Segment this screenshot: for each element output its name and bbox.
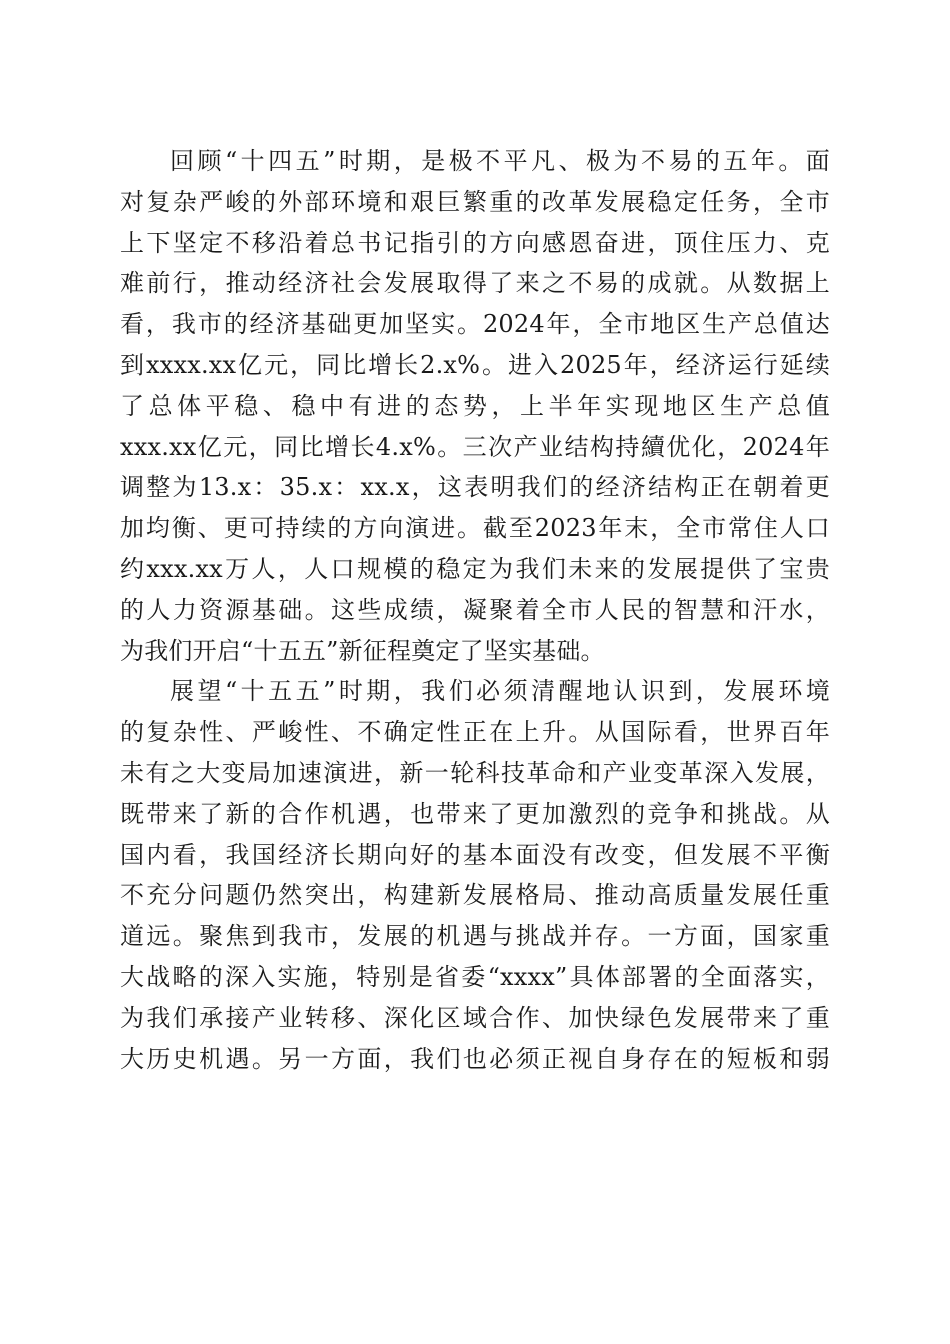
text-line: 大历史机遇。另一方面，我们也必须正视自身存在的短板和弱: [120, 1044, 830, 1073]
text-line: 回顾“十四五”时期，是极不平凡、极为不易的五年。面: [170, 147, 830, 175]
text-line: 大战略的深入实施，特别是省委“xxxx”具体部署的全面落实，: [120, 962, 830, 991]
text-line: 不充分问题仍然突出，构建新发展格局、推动高质量发展任重: [120, 881, 830, 910]
text-line: 的复杂性、严峻性、不确定性正在上升。从国际看，世界百年: [120, 718, 830, 747]
text-line: 为我们承接产业转移、深化区域合作、加快绿色发展带来了重: [120, 1003, 830, 1032]
text-line: 展望“十五五”时期，我们必须清醒地认识到，发展环境: [170, 677, 830, 706]
document-body: [120, 141, 830, 1079]
text-line: 国内看，我国经济长期向好的基本面没有改变，但发展不平衡: [120, 840, 830, 869]
text-line: 加均衡、更可持续的方向演进。截至2023年末，全市常住人口: [120, 514, 830, 543]
text-line: 看，我市的经济基础更加坚实。2024年，全市地区生产总值达: [120, 310, 830, 339]
text-line: 未有之大变局加速演进，新一轮科技革命和产业变革深入发展，: [120, 758, 830, 787]
text-line: 道远。聚焦到我市，发展的机遇与挑战并存。一方面，国家重: [120, 922, 830, 951]
text-line: 的人力资源基础。这些成绩，凝聚着全市人民的智慧和汗水，: [120, 595, 830, 624]
text-line: 了总体平稳、稳中有进的态势，上半年实现地区生产总值: [120, 391, 830, 420]
text-line: 约xxx.xx万人，人口规模的稳定为我们未来的发展提供了宝贵: [120, 554, 830, 583]
text-line: 对复杂严峻的外部环境和艰巨繁重的改革发展稳定任务，全市: [120, 187, 830, 216]
text-line: 上下坚定不移沿着总书记指引的方向感恩奋进，顶住压力、克: [120, 228, 830, 257]
text-line: 调整为13.x：35.x：xx.x，这表明我们的经济结构正在朝着更: [120, 473, 830, 502]
text-line: 难前行，推动经济社会发展取得了来之不易的成就。从数据上: [120, 269, 830, 298]
text-line: 既带来了新的合作机遇，也带来了更加激烈的竞争和挑战。从: [120, 799, 830, 828]
paragraph-review: [120, 141, 830, 671]
text-line: 到xxxx.xx亿元，同比增长2.x%。进入2025年，经济运行延续: [120, 350, 830, 379]
text-line: 为我们开启“十五五”新征程奠定了坚实基础。: [120, 636, 605, 665]
paragraph-outlook: [120, 671, 830, 1079]
text-line: xxx.xx亿元，同比增长4.x%。三次产业结构持續优化，2024年: [120, 432, 830, 461]
